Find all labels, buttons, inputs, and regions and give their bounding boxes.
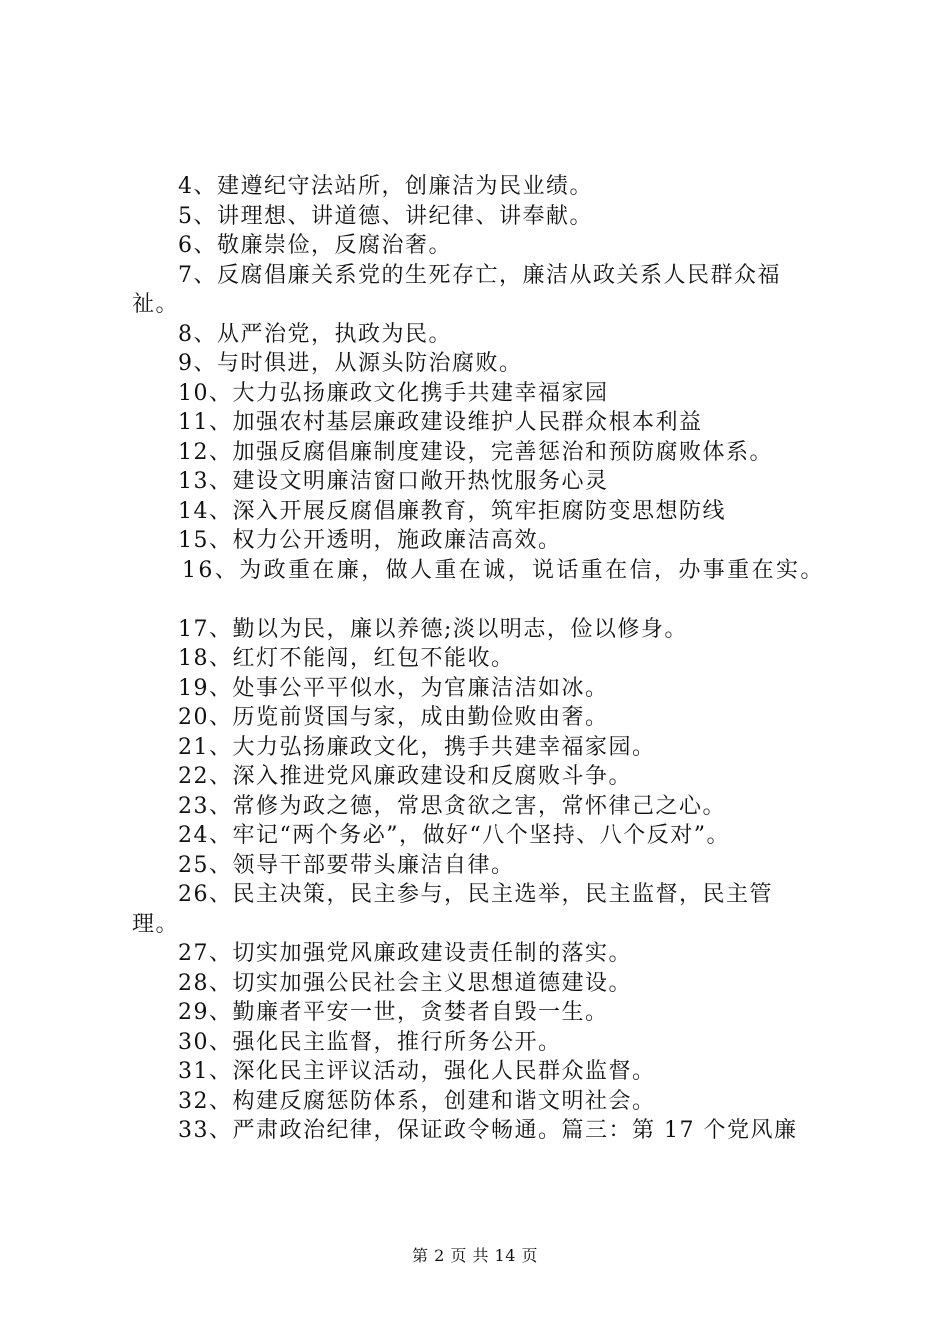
text-line: 24、牢记“两个务必”，做好“八个坚持、八个反对”。	[178, 823, 730, 848]
text-line: 31、深化民主评议活动，强化人民群众监督。	[178, 1059, 656, 1084]
text-line: 17、勤以为民，廉以养德;淡以明志，俭以修身。	[178, 616, 688, 642]
text-line: 6、敬廉崇俭，反腐治奢。	[178, 233, 452, 258]
text-line: 18、红灯不能闯，红包不能收。	[178, 646, 515, 671]
text-line: 25、领导干部要带头廉洁自律。	[178, 852, 515, 878]
text-line: 22、深入推进党风廉政建设和反腐败斗争。	[178, 764, 632, 789]
text-line: 4、建遵纪守法站所，创廉洁为民业绩。	[178, 174, 593, 199]
text-line: 13、建设文明廉洁窗口敞开热忱服务心灵	[178, 469, 609, 494]
text-line: 15、权力公开透明，施政廉洁高效。	[178, 528, 562, 553]
text-line: 7、反腐倡廉关系党的生死存亡，廉洁从政关系人民群众福	[178, 262, 781, 288]
text-line: 9、与时俱进，从源头防治腐败。	[178, 351, 523, 376]
text-line: 21、大力弘扬廉政文化，携手共建幸福家园。	[178, 734, 656, 760]
text-line: 祉。	[132, 292, 180, 317]
page-footer: 第 2 页 共 14 页	[412, 1246, 538, 1265]
text-line: 20、历览前贤国与家，成由勤俭败由奢。	[178, 705, 609, 730]
text-line: 30、强化民主监督，推行所务公开。	[178, 1029, 562, 1055]
text-line: 23、常修为政之德，常思贪欲之害，常怀律己之心。	[178, 793, 726, 819]
document-body	[132, 172, 832, 1146]
text-line: 19、处事公平平似水，为官廉洁洁如冰。	[178, 675, 609, 701]
text-line: 26、民主决策，民主参与，民主选举，民主监督，民主管	[178, 882, 773, 907]
text-line: 29、勤廉者平安一世，贪婪者自毁一生。	[178, 1000, 609, 1025]
text-line: 5、讲理想、讲道德、讲纪律、讲奉献。	[178, 203, 593, 229]
text-line: 27、切实加强党风廉政建设责任制的落实。	[178, 941, 632, 966]
text-line: 16、为政重在廉，做人重在诚，说话重在信，办事重在实。	[182, 557, 825, 583]
text-line: 32、构建反腐惩防体系，创建和谐文明社会。	[178, 1088, 656, 1114]
text-line: 33、严肃政治纪律，保证政令畅通。篇三：第 17 个党风廉	[178, 1118, 798, 1143]
text-line: 12、加强反腐倡廉制度建设，完善惩治和预防腐败体系。	[178, 439, 773, 465]
text-line: 11、加强农村基层廉政建设维护人民群众根本利益	[178, 410, 703, 435]
blank-line	[132, 585, 832, 615]
text-line: 10、大力弘扬廉政文化携手共建幸福家园	[178, 380, 609, 406]
text-line: 理。	[132, 911, 180, 937]
text-line: 28、切实加强公民社会主义思想道德建设。	[178, 970, 632, 996]
text-line: 8、从严治党，执政为民。	[178, 321, 452, 347]
text-line: 14、深入开展反腐倡廉教育，筑牢拒腐防变思想防线	[178, 498, 726, 524]
